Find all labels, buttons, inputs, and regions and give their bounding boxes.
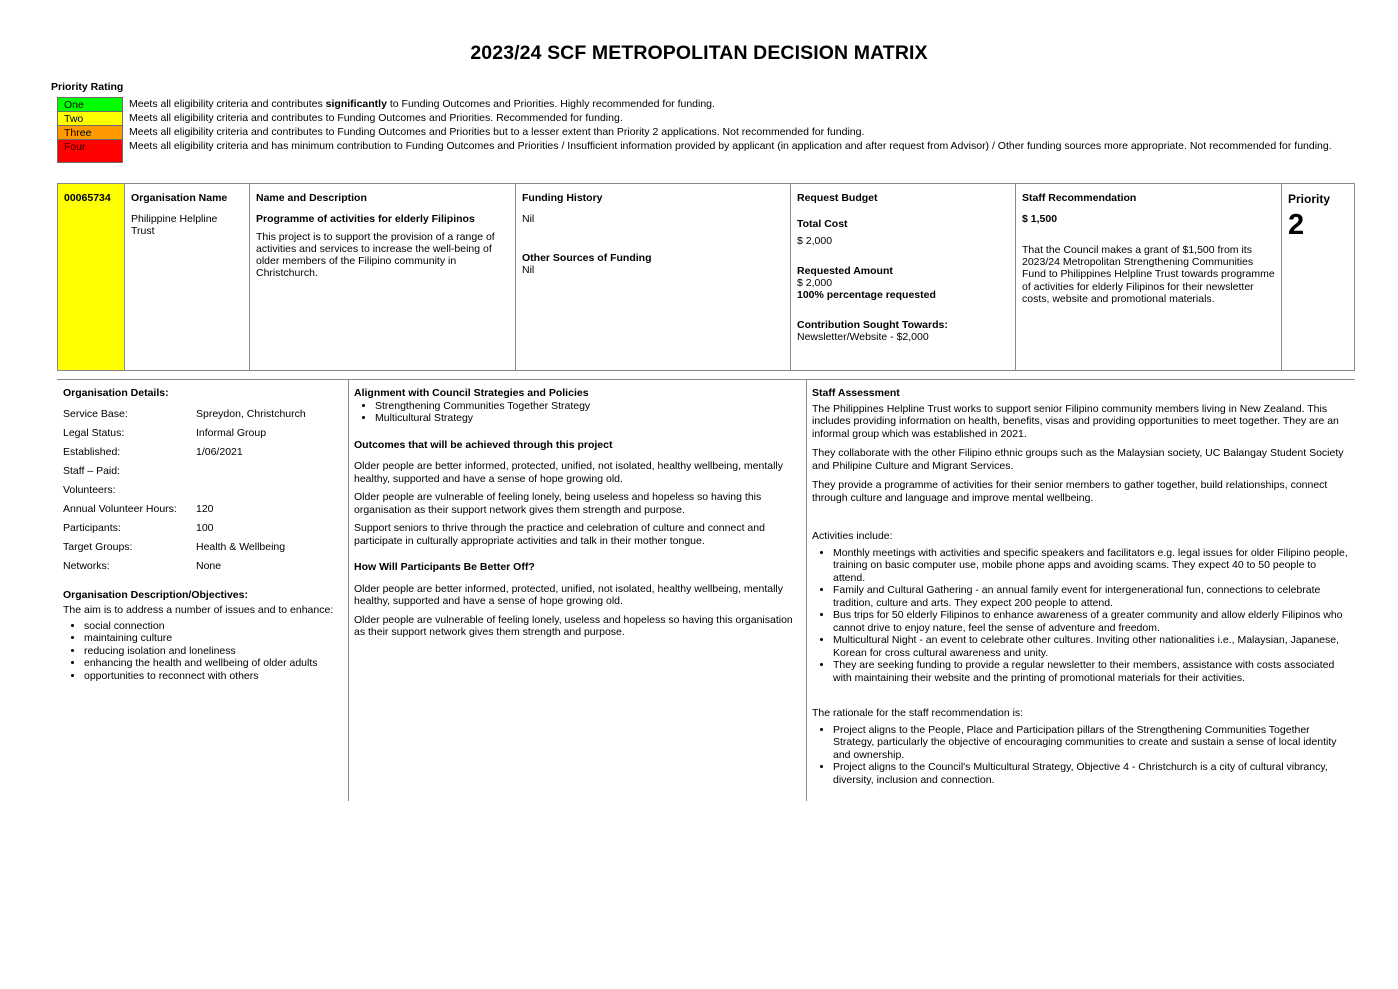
staff-assessment-heading: Staff Assessment bbox=[812, 387, 900, 399]
funding-history-cell bbox=[516, 184, 791, 370]
outcomes-heading: Outcomes that will be achieved through this project bbox=[354, 438, 613, 451]
alignment-panel bbox=[354, 387, 800, 639]
better-off-list bbox=[354, 583, 800, 639]
organisation-name-cell bbox=[125, 184, 250, 370]
detail-value: 100 bbox=[196, 521, 214, 534]
outcomes-list bbox=[354, 460, 800, 547]
detail-row bbox=[63, 446, 306, 465]
detail-value: 1/06/2021 bbox=[196, 445, 243, 458]
priority-rating-row bbox=[57, 139, 1347, 163]
detail-row bbox=[63, 522, 306, 541]
staff-assessment-panel bbox=[812, 387, 1350, 786]
detail-value: Spreydon, Christchurch bbox=[196, 407, 306, 420]
activity-item: • Monthly meetings with activities and specific speakers and facilitators e.g. legal issues for older Filipino people, training on basic computer use, mobile phone apps and avoiding scams. They expect 40 to 50 people to attend. bbox=[833, 547, 1350, 585]
detail-label: Annual Volunteer Hours: bbox=[63, 502, 177, 515]
request-budget-heading: Request Budget bbox=[797, 192, 878, 204]
staff-assessment-paragraphs bbox=[812, 403, 1350, 505]
alignment-heading: Alignment with Council Strategies and Policies bbox=[354, 387, 589, 399]
detail-row bbox=[63, 484, 306, 503]
detail-value: Health & Wellbeing bbox=[196, 540, 286, 553]
staff-recommendation-amount: $ 1,500 bbox=[1022, 213, 1058, 225]
better-off-heading: How Will Participants Be Better Off? bbox=[354, 561, 535, 573]
organisation-details-panel bbox=[63, 387, 343, 682]
outcome-paragraph: Older people are vulnerable of feeling lonely, being useless and hopeless so having this organisation as their support network gives them strength and purpose. bbox=[354, 491, 762, 516]
detail-label: Legal Status: bbox=[63, 426, 125, 439]
activity-item: • Family and Cultural Gathering - an annual family event for intergenerational fun, connections to celebrate tradition, culture and arts. They expect 200 people to attend. bbox=[833, 584, 1350, 609]
requested-amount-label: Requested Amount bbox=[797, 265, 893, 277]
name-description-cell bbox=[250, 184, 516, 370]
application-summary-table bbox=[57, 183, 1355, 371]
better-off-paragraph: Older people are better informed, protected, unified, not isolated, healthy wellbeing, mentally healthy, supported and have a sense of hope growing old. bbox=[354, 582, 784, 607]
application-id: 00065734 bbox=[64, 192, 111, 204]
priority-rating-legend bbox=[57, 97, 1347, 163]
priority-description-emphasis: significantly bbox=[325, 98, 387, 110]
organisation-description-heading: Organisation Description/Objectives: bbox=[63, 588, 248, 601]
detail-label: Established: bbox=[63, 445, 121, 458]
project-name: Programme of activities for elderly Filipinos bbox=[256, 213, 475, 225]
priority-description bbox=[123, 97, 1347, 111]
objective-item: • opportunities to reconnect with others bbox=[84, 670, 343, 683]
detail-label: Service Base: bbox=[63, 407, 128, 420]
detail-value bbox=[196, 465, 306, 484]
other-sources-value: Nil bbox=[522, 264, 535, 276]
detail-label: Participants: bbox=[63, 521, 121, 534]
detail-value bbox=[196, 484, 306, 503]
organisation-details-heading: Organisation Details: bbox=[63, 387, 169, 399]
detail-row bbox=[63, 465, 306, 484]
better-off-paragraph: Older people are vulnerable of feeling lonely, useless and hopeless so having this organisation as their support network gives them strength and purpose. bbox=[354, 613, 793, 638]
column-divider bbox=[348, 380, 349, 801]
staff-recommendation-cell bbox=[1016, 184, 1282, 370]
contribution-value: Newsletter/Website - $2,000 bbox=[797, 331, 929, 343]
detail-label: Networks: bbox=[63, 559, 110, 572]
strategy-item: • Multicultural Strategy bbox=[375, 412, 800, 425]
detail-row bbox=[63, 541, 306, 560]
priority-description-text: Meets all eligibility criteria and contributes to Funding Outcomes and Priorities but to a lesser extent than Priority 2 applications. Not recommended for funding. bbox=[129, 126, 865, 138]
rationale-intro: The rationale for the staff recommendation is: bbox=[812, 707, 1024, 719]
detail-value: Informal Group bbox=[196, 426, 267, 439]
detail-label: Staff – Paid: bbox=[63, 464, 121, 477]
outcome-paragraph: Support seniors to thrive through the practice and celebration of culture and connect and participate in culturally appropriate activities and talk in their mother tongue. bbox=[354, 522, 765, 547]
detail-label: Target Groups: bbox=[63, 540, 133, 553]
name-description-heading: Name and Description bbox=[256, 192, 367, 204]
priority-heading: Priority bbox=[1288, 192, 1331, 206]
priority-description-text: Meets all eligibility criteria and has minimum contribution to Funding Outcomes and Priorities / Insufficient information provided by applicant (in application and after request from Advisor) / Other funding sources more appropriate. Not recommended for funding. bbox=[129, 140, 1332, 152]
detail-label: Volunteers: bbox=[63, 483, 116, 496]
priority-swatch: One bbox=[57, 97, 123, 111]
organisation-name: Philippine Helpline Trust bbox=[131, 213, 218, 237]
funding-history-value: Nil bbox=[522, 213, 535, 225]
organisation-details-table bbox=[63, 408, 306, 579]
priority-rating-row bbox=[57, 125, 1347, 139]
activity-item: • Bus trips for 50 elderly Filipinos to enhance awareness of a greater community and allow elderly Filipinos who cannot drive to enjoy nature, feel the sense of adventure and freedom. bbox=[833, 609, 1350, 634]
priority-rating-row bbox=[57, 111, 1347, 125]
request-budget-cell bbox=[791, 184, 1016, 370]
organisation-name-heading: Organisation Name bbox=[131, 192, 228, 204]
assessment-paragraph: The Philippines Helpline Trust works to support senior Filipino community members living in New Zealand. This includes providing information on health, benefits, visas and providing opportunities to meet together. They are an informal group which was established in 2021. bbox=[812, 402, 1339, 440]
contribution-label: Contribution Sought Towards: bbox=[797, 319, 948, 331]
priority-description-text: Meets all eligibility criteria and contributes to Funding Outcomes and Priorities. Recommended for funding. bbox=[129, 112, 623, 124]
funding-history-heading: Funding History bbox=[522, 192, 603, 204]
priority-cell bbox=[1282, 184, 1354, 370]
organisation-objectives-list bbox=[63, 620, 343, 683]
organisation-description-intro: The aim is to address a number of issues and to enhance: bbox=[63, 604, 334, 616]
detail-value: None bbox=[196, 559, 222, 572]
priority-swatch: Three bbox=[57, 125, 123, 139]
other-sources-heading: Other Sources of Funding bbox=[522, 252, 652, 264]
priority-value: 2 bbox=[1288, 209, 1305, 241]
priority-description bbox=[123, 111, 1347, 125]
priority-description-text: to Funding Outcomes and Priorities. Highly recommended for funding. bbox=[386, 98, 715, 110]
detail-row bbox=[63, 503, 306, 522]
objective-item: • social connection bbox=[84, 620, 343, 633]
priority-description bbox=[123, 139, 1347, 163]
priority-swatch: Four bbox=[57, 139, 123, 163]
staff-recommendation-text: That the Council makes a grant of $1,500 from its 2023/24 Metropolitan Strengthening Communities Fund to Philippines Helpline Trust towards programme of activities for elderly Filipinos for their newsletter costs, website and promotional materials. bbox=[1022, 244, 1275, 305]
detail-row bbox=[63, 560, 306, 579]
activities-intro: Activities include: bbox=[812, 530, 893, 542]
activity-item: • Multicultural Night - an event to celebrate other cultures. Inviting other nationalities i.e., Malaysian, Japanese, Korean for cross cultural awareness and unity. bbox=[833, 634, 1350, 659]
total-cost-label: Total Cost bbox=[797, 218, 848, 230]
total-cost-value: $ 2,000 bbox=[797, 235, 833, 247]
objective-item: • reducing isolation and loneliness bbox=[84, 645, 343, 658]
percentage-requested: 100% percentage requested bbox=[797, 289, 936, 301]
objective-item: • enhancing the health and wellbeing of older adults bbox=[84, 657, 343, 670]
priority-description-text: Meets all eligibility criteria and contributes bbox=[129, 98, 326, 110]
application-id-cell bbox=[58, 184, 125, 370]
priority-rating-row bbox=[57, 97, 1347, 111]
priority-swatch: Two bbox=[57, 111, 123, 125]
activities-list bbox=[812, 547, 1350, 685]
assessment-paragraph: They collaborate with the other Filipino ethnic groups such as the Malaysian society, UC Balangay Student Society and Philipine Culture and Migrant Services. bbox=[812, 447, 1344, 472]
detail-row bbox=[63, 427, 306, 446]
alignment-strategies-list bbox=[354, 400, 800, 425]
assessment-paragraph: They provide a programme of activities for their senior members to gather together, build relationships, connect through culture and language and improve mental wellbeing. bbox=[812, 479, 1328, 504]
rationale-list bbox=[812, 724, 1350, 787]
objective-item: • maintaining culture bbox=[84, 632, 343, 645]
rationale-item: • Project aligns to the People, Place and Participation pillars of the Strengthening Communities Together Strategy, particularly the objective of encouraging communities to create and sustain a sense of local identity and ownership. bbox=[833, 724, 1350, 762]
strategy-item: • Strengthening Communities Together Strategy bbox=[375, 400, 800, 413]
detail-value: 120 bbox=[196, 502, 214, 515]
priority-description bbox=[123, 125, 1347, 139]
section-divider bbox=[57, 379, 1355, 380]
document-title: 2023/24 SCF METROPOLITAN DECISION MATRIX bbox=[470, 42, 928, 64]
priority-rating-heading: Priority Rating bbox=[51, 81, 124, 93]
column-divider bbox=[806, 380, 807, 801]
outcome-paragraph: Older people are better informed, protected, unified, not isolated, healthy wellbeing, mentally healthy, supported and have a sense of hope growing old. bbox=[354, 460, 784, 485]
detail-row bbox=[63, 408, 306, 427]
rationale-item: • Project aligns to the Council's Multicultural Strategy, Objective 4 - Christchurch is a city of cultural vibrancy, diversity, inclusion and connection. bbox=[833, 761, 1350, 786]
staff-recommendation-heading: Staff Recommendation bbox=[1022, 192, 1137, 204]
project-description: This project is to support the provision of a range of activities and services to increase the well-being of older members of the Filipino community in Christchurch. bbox=[256, 231, 495, 279]
requested-amount-value: $ 2,000 bbox=[797, 277, 833, 289]
activity-item: • They are seeking funding to provide a regular newsletter to their members, assistance with costs associated with maintaining their website and the printing of promotional materials for their activities. bbox=[833, 659, 1350, 684]
